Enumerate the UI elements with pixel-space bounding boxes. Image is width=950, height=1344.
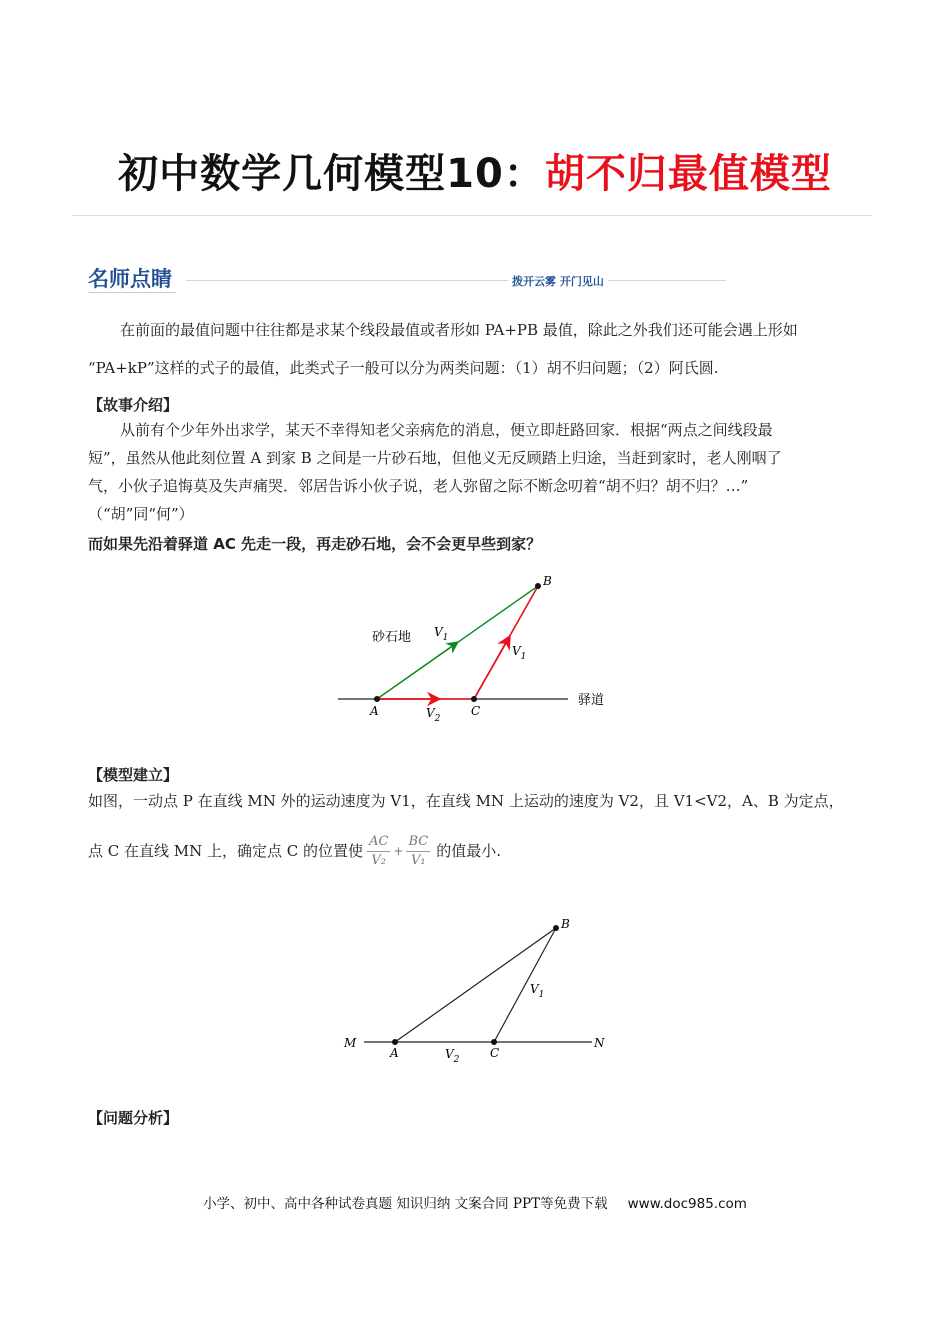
plus-sign: + [393, 844, 404, 858]
point-A [374, 696, 380, 702]
footer-site-link[interactable]: www.doc985.com [627, 1196, 747, 1212]
title-part1: 初中数学几何模型10： [118, 151, 545, 197]
title-part2: 胡不归最值模型 [544, 151, 832, 197]
point-B [553, 925, 559, 931]
label-C: C [471, 704, 481, 718]
model-line-2 [88, 826, 501, 876]
label-V2: $V_2$ [445, 1047, 460, 1065]
section-tag: 拨开云雾 开门见山 [508, 273, 608, 289]
intro-line-2: “PA+kP”这样的式子的最值，此类式子一般可以分为两类问题：（1）胡不归问题；（2）阿氏圆. [88, 359, 719, 377]
title-divider [72, 215, 872, 216]
arrow-AB [377, 642, 458, 699]
fraction-BC-V1: $\frac{BC}{\text{V₁}}$ [408, 833, 429, 868]
arrow-CB [474, 636, 510, 699]
model-line-2-pre: 点 C 在直线 MN 上，确定点 C 的位置使 [88, 842, 364, 860]
figure-2 [330, 910, 620, 1070]
model-line-1: 如图，一动点 P 在直线 MN 外的运动速度为 V1，在直线 MN 上运动的速度为 V2，且 V1<V2，A、B 为定点， [88, 792, 844, 810]
model-heading: 【模型建立】 [88, 766, 179, 784]
point-A [392, 1039, 398, 1045]
section-heading: 名师点睛 [88, 267, 172, 291]
fraction-AC-V2: $\frac{AC}{\text{V₂}}$ [369, 833, 389, 868]
label-N: N [594, 1036, 605, 1050]
point-C [471, 696, 477, 702]
label-M: M [344, 1036, 357, 1050]
story-line-3: 气，小伙子追悔莫及失声痛哭．邻居告诉小伙子说，老人弥留之际不断念叨着“胡不归？胡不归？…” [88, 477, 749, 495]
segment-CB [494, 928, 556, 1042]
figure-1 [330, 570, 630, 730]
footer [0, 1192, 950, 1212]
label-V1-sand: $V_1$ [434, 625, 449, 643]
page-title [0, 142, 950, 199]
section-heading-underline [88, 292, 176, 293]
footer-text: 小学、初中、高中各种试卷真题 知识归纳 文案合同 PPT等免费下载 [203, 1196, 608, 1212]
point-C [491, 1039, 497, 1045]
story-line-4: （“胡”同“何”） [88, 505, 194, 523]
story-line-1: 从前有个少年外出求学，某天不幸得知老父亲病危的消息，便立即赶路回家．根据“两点之间线段最 [120, 421, 773, 439]
model-line-2-post: 的值最小. [436, 842, 501, 860]
label-A: A [370, 704, 379, 718]
analysis-heading: 【问题分析】 [88, 1109, 179, 1127]
section-rule [186, 280, 726, 281]
label-sand: 砂石地 [372, 630, 412, 645]
label-V2: $V_2$ [426, 706, 441, 724]
label-V1: $V_1$ [530, 982, 545, 1000]
point-B [535, 583, 541, 589]
intro-line-1: 在前面的最值问题中往往都是求某个线段最值或者形如 PA+PB 最值，除此之外我们还可能会遇上形如 [120, 321, 798, 339]
label-B: B [561, 917, 570, 931]
label-V1-path: $V_1$ [512, 644, 527, 662]
label-C: C [490, 1046, 500, 1060]
label-B: B [543, 574, 552, 588]
story-heading: 【故事介绍】 [88, 396, 179, 414]
story-line-2: 短”，虽然从他此刻位置 A 到家 B 之间是一片砂石地，但他义无反顾踏上归途，当赶到家时，老人刚咽了 [88, 449, 782, 467]
label-road: 驿道 [578, 693, 605, 708]
label-A: A [390, 1046, 399, 1060]
story-question: 而如果先沿着驿道 AC 先走一段，再走砂石地，会不会更早些到家？ [88, 535, 542, 553]
